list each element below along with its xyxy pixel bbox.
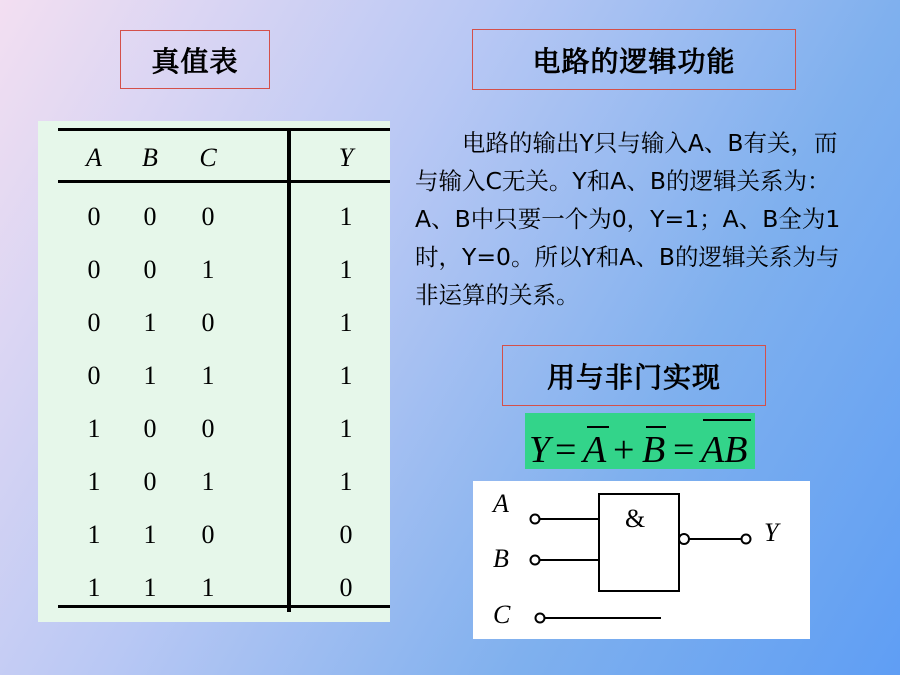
description-text: 电路的输出Y只与输入A、B有关，而与输入C无关。Y和A、B的逻辑关系为：A、B中只要一个为0，Y=1；A、B全为1时，Y=0。所以Y和A、B的逻辑关系为与非运算的关系。 (415, 129, 841, 309)
cell-row1-y: 1 (339, 202, 353, 231)
nand-formula (525, 413, 755, 469)
cell-row4-y: 1 (339, 361, 353, 390)
cell-row6-c: 1 (201, 467, 215, 496)
label-input-c: C (493, 600, 511, 629)
input-a-terminal (531, 515, 540, 524)
nand-implementation-title: 用与非门实现 (502, 345, 766, 406)
cell-row5-b: 0 (143, 414, 157, 443)
label-input-b: B (493, 544, 509, 573)
table-bottom-rule (58, 605, 390, 608)
logic-function-title: 电路的逻辑功能 (472, 29, 796, 90)
truth-table-title: 真值表 (120, 30, 270, 89)
cell-row1-b: 0 (143, 202, 157, 231)
nand-gate-diagram (473, 481, 810, 639)
formula-b-bar: B (642, 429, 666, 469)
formula-eq1: = (555, 429, 577, 469)
table-top-rule (58, 128, 390, 131)
cell-row2-a: 0 (87, 255, 101, 284)
cell-row7-b: 1 (143, 520, 157, 549)
cell-row3-y: 1 (339, 308, 353, 337)
header-c: C (199, 143, 217, 172)
cell-row5-c: 0 (201, 414, 215, 443)
header-b: B (142, 143, 158, 172)
cell-row3-b: 1 (143, 308, 157, 337)
header-a: A (86, 143, 102, 172)
cell-row2-y: 1 (339, 255, 353, 284)
cell-row2-c: 1 (201, 255, 215, 284)
cell-row8-a: 1 (87, 573, 101, 602)
cell-row5-a: 1 (87, 414, 101, 443)
cell-row4-b: 1 (143, 361, 157, 390)
cell-row8-c: 1 (201, 573, 215, 602)
table-header-rule (58, 180, 390, 183)
formula-eq2: = (673, 429, 695, 469)
output-terminal (742, 535, 751, 544)
cell-row1-c: 0 (201, 202, 215, 231)
cell-row7-c: 0 (201, 520, 215, 549)
inversion-bubble (679, 534, 689, 544)
input-c-terminal (536, 614, 545, 623)
cell-row6-y: 1 (339, 467, 353, 496)
and-symbol: & (625, 504, 646, 533)
cell-row7-y: 0 (339, 520, 353, 549)
label-input-a: A (493, 489, 509, 518)
cell-row1-a: 0 (87, 202, 101, 231)
cell-row4-a: 0 (87, 361, 101, 390)
cell-row7-a: 1 (87, 520, 101, 549)
truth-table (38, 121, 390, 622)
formula-plus: + (613, 429, 635, 469)
cell-row8-b: 1 (143, 573, 157, 602)
cell-row5-y: 1 (339, 414, 353, 443)
cell-row3-c: 0 (201, 308, 215, 337)
formula-y: Y (529, 429, 551, 469)
formula-ab-bar: AB (701, 429, 748, 469)
header-y: Y (338, 143, 354, 172)
cell-row8-y: 0 (339, 573, 353, 602)
cell-row6-a: 1 (87, 467, 101, 496)
cell-row6-b: 0 (143, 467, 157, 496)
input-b-terminal (531, 556, 540, 565)
table-divider (287, 129, 291, 612)
logic-description (415, 124, 845, 314)
cell-row2-b: 0 (143, 255, 157, 284)
cell-row4-c: 1 (201, 361, 215, 390)
label-output-y: Y (764, 518, 779, 547)
cell-row3-a: 0 (87, 308, 101, 337)
formula-a-bar: A (583, 429, 607, 469)
